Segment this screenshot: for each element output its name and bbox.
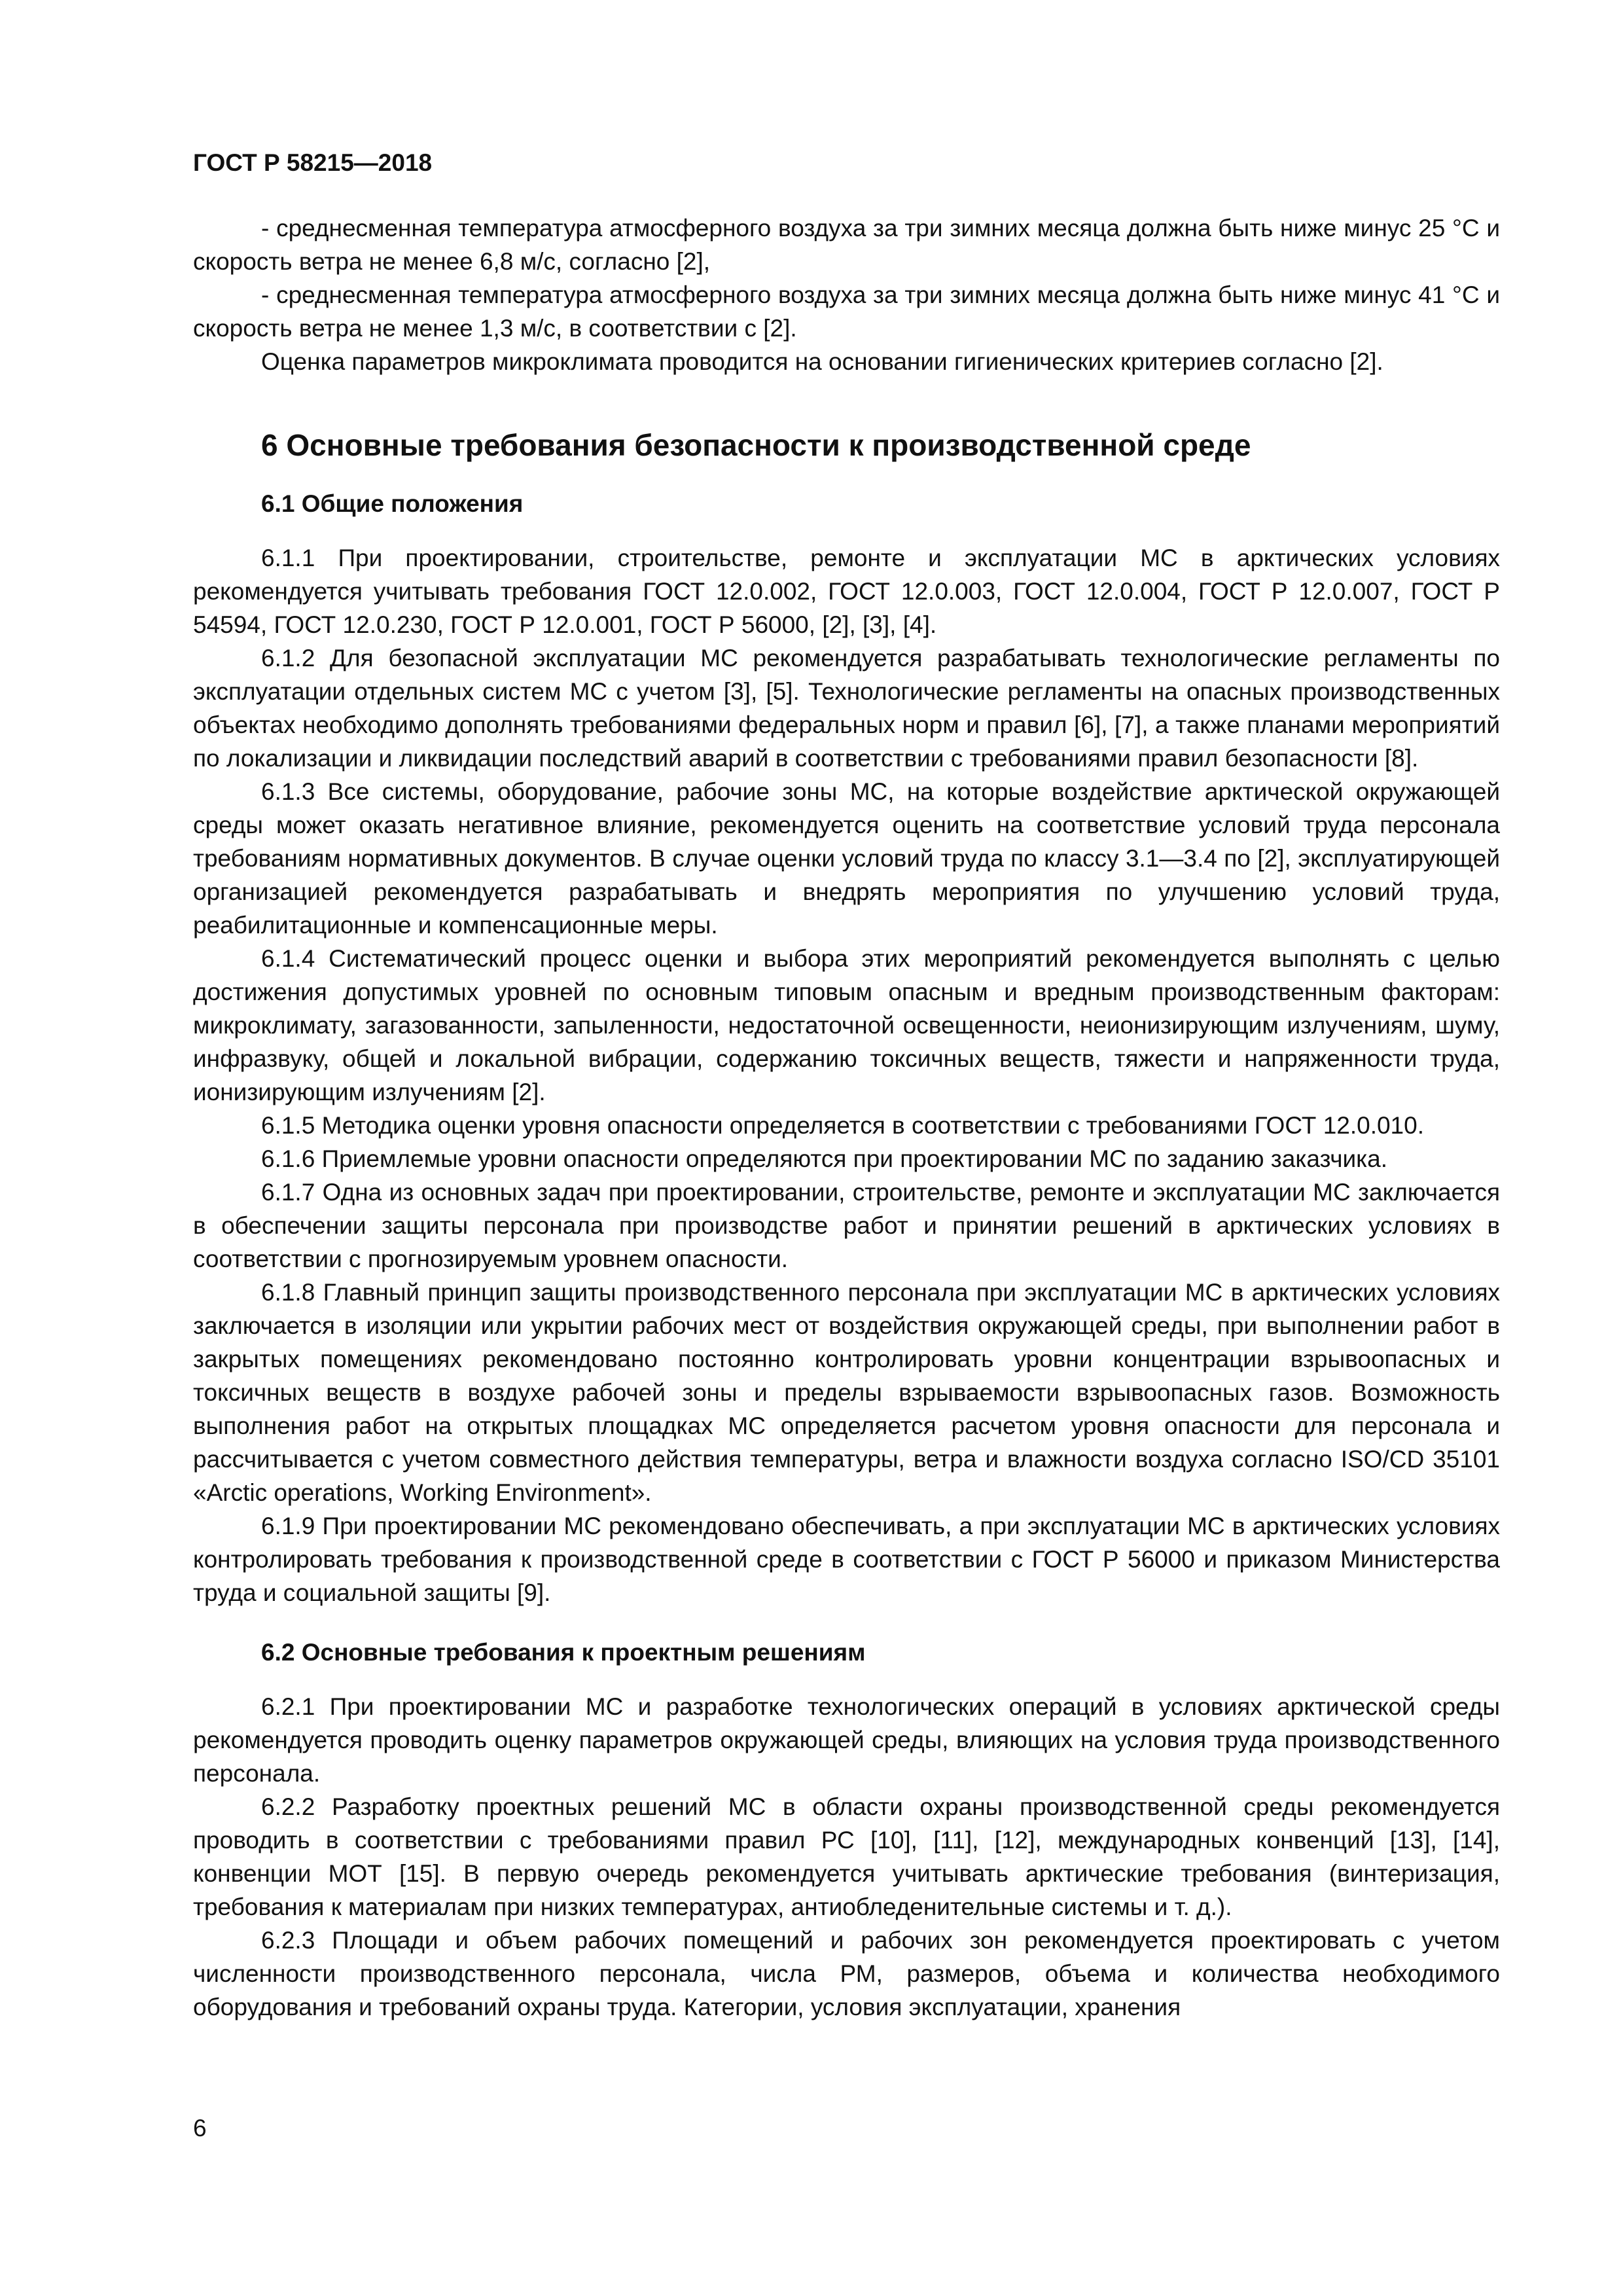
page-number: 6 [193, 2115, 207, 2142]
section-6-title: 6 Основные требования безопасности к производственной среде [261, 428, 1251, 462]
document-code: ГОСТ Р 58215—2018 [193, 149, 433, 176]
clause-6-2-3: 6.2.3 Площади и объем рабочих помещений и рабочих зон рекомендуется проектировать с учетом численности производственного персонала, числа РМ, размеров, объема и количества необходимого оборудования и требований охраны труда. Категории, условия эксплуатации, хранения [193, 1927, 1500, 2020]
subsection-6-2-title: 6.2 Основные требования к проектным решениям [261, 1639, 866, 1666]
clause-6-1-2: 6.1.2 Для безопасной эксплуатации МС рекомендуется разрабатывать технологические регламенты по эксплуатации отдельных систем МС с учетом [3], [5]. Технологические регламенты на опасных производственных объектах необходимо дополнять требованиями федеральных норм и правил [6], [7], а также планами мероприятий по локализации и ликвидации последствий аварий в соответствии с требованиями правил безопасности [8]. [193, 645, 1500, 772]
intro-paragraph-2: - среднесменная температура атмосферного воздуха за три зимних месяца должна быть ниже минус 41 °С и скорость ветра не менее 1,3 м/с, в соответствии с [2]. [193, 281, 1500, 342]
intro-paragraph-3: Оценка параметров микроклимата проводится на основании гигиенических критериев согласно [2]. [261, 348, 1383, 375]
clause-6-1-6: 6.1.6 Приемлемые уровни опасности определяются при проектировании МС по заданию заказчика. [261, 1145, 1388, 1172]
clause-6-2-2: 6.2.2 Разработку проектных решений МС в области охраны производственной среды рекомендуется проводить в соответствии с требованиями правил РС [10], [11], [12], международных конвенций [13], [14], конвенции МОТ [15]. В первую очередь рекомендуется учитывать арктические требования (винтеризация, требования к материалам при низких температурах, антиобледенительные системы и т. д.). [193, 1793, 1500, 1920]
clause-6-1-5: 6.1.5 Методика оценки уровня опасности определяется в соответствии с требованиями ГОСТ 12.0.010. [261, 1112, 1424, 1139]
clause-6-1-9: 6.1.9 При проектировании МС рекомендовано обеспечивать, а при эксплуатации МС в арктических условиях контролировать требования к производственной среде в соответствии с ГОСТ Р 56000 и приказом Министерства труда и социальной защиты [9]. [193, 1513, 1500, 1606]
subsection-6-1-title: 6.1 Общие положения [261, 490, 524, 517]
intro-paragraph-1: - среднесменная температура атмосферного воздуха за три зимних месяца должна быть ниже минус 25 °С и скорость ветра не менее 6,8 м/с, согласно [2], [193, 215, 1500, 275]
clause-6-2-1: 6.2.1 При проектировании МС и разработке технологических операций в условиях арктической среды рекомендуется проводить оценку параметров окружающей среды, влияющих на условия труда производственного персонала. [193, 1693, 1500, 1787]
clause-6-1-8: 6.1.8 Главный принцип защиты производственного персонала при эксплуатации МС в арктических условиях заключается в изоляции или укрытии рабочих мест от воздействия окружающей среды, при выполнении работ в закрытых помещениях рекомендовано постоянно контролировать уровни концентрации взрывоопасных и токсичных веществ в воздухе рабочей зоны и пределы взрываемости взрывоопасных газов. Возможность выполнения работ на открытых площадках МС определяется расчетом уровня опасности для персонала и рассчитывается с учетом совместного действия температуры, ветра и влажности воздуха согласно ISO/CD 35101 «Arctic operations, Working Environment». [193, 1279, 1500, 1506]
document-body [193, 211, 1500, 2024]
clause-6-1-4: 6.1.4 Систематический процесс оценки и выбора этих мероприятий рекомендуется выполнять с целью достижения допустимых уровней по основным типовым опасным и вредным производственным факторам: микроклимату, загазованности, запыленности, недостаточной освещенности, неионизирующим излучениям, шуму, инфразвуку, общей и локальной вибрации, содержанию токсичных веществ, тяжести и напряженности труда, ионизирующим излучениям [2]. [193, 945, 1500, 1105]
clause-6-1-1: 6.1.1 При проектировании, строительстве, ремонте и эксплуатации МС в арктических условиях рекомендуется учитывать требования ГОСТ 12.0.002, ГОСТ 12.0.003, ГОСТ 12.0.004, ГОСТ Р 12.0.007, ГОСТ Р 54594, ГОСТ 12.0.230, ГОСТ Р 12.0.001, ГОСТ Р 56000, [2], [3], [4]. [193, 545, 1500, 638]
clause-6-1-7: 6.1.7 Одна из основных задач при проектировании, строительстве, ремонте и эксплуатации МС заключается в обеспечении защиты персонала при производстве работ и принятии решений в арктических условиях в соответствии с прогнозируемым уровнем опасности. [193, 1179, 1500, 1272]
clause-6-1-3: 6.1.3 Все системы, оборудование, рабочие зоны МС, на которые воздействие арктической окружающей среды может оказать негативное влияние, рекомендуется оценить на соответствие условий труда персонала требованиям нормативных документов. В случае оценки условий труда по классу 3.1—3.4 по [2], эксплуатирующей организацией рекомендуется разрабатывать и внедрять мероприятия по улучшению условий труда, реабилитационные и компенсационные меры. [193, 778, 1500, 939]
